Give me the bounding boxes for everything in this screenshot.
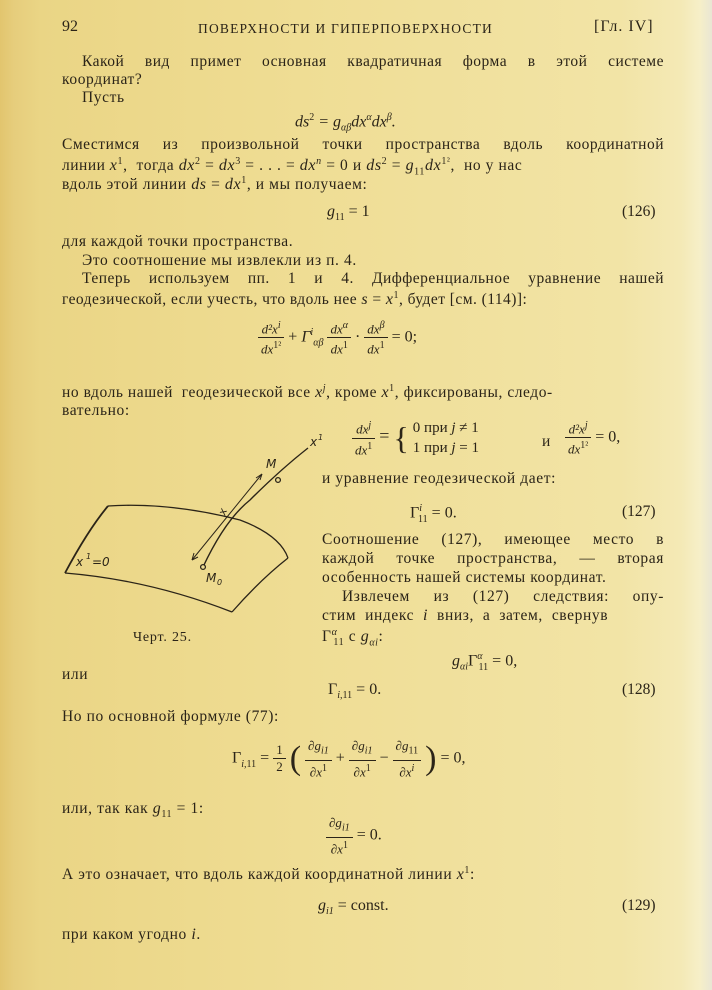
equation-geodesic: $\frac{d^2x^i}{dx^{1^2}}$ + $\Gamma^i_{\alpha\beta}$ $\frac{dx^\alpha}{dx^1}$ · $\frac{dx^\beta}{dx^1}$ = 0; (258, 318, 417, 358)
paragraph-line: $\Gamma^\alpha_{11}$ с $g_{\alpha i}$: (322, 627, 384, 649)
figure-25 (40, 420, 330, 650)
paragraph-line: особенность нашей системы координат. (322, 569, 607, 586)
equation-126: $g_{11} = 1$ (327, 203, 370, 224)
paragraph-line: геодезической, если учесть, что вдоль нее $s = x^1$, будет [см. (114)]: (62, 290, 528, 309)
chapter-label: [Гл. IV] (594, 18, 654, 35)
paragraph-line: стим индекс i вниз, а затем, свернув (322, 607, 609, 624)
equation-contraction: $g_{\alpha i}\Gamma^\alpha_{11} = 0$, (452, 651, 518, 673)
paragraph-line: Но по основной формуле (77): (62, 708, 279, 725)
paragraph-line: или, так как $g_{11} = 1$: (62, 800, 204, 821)
segment-label: x (215, 506, 231, 518)
equation-cases: $\frac{dx^j}{dx^1}$ = { 0 при j ≠ 1 1 при j = 1 (352, 418, 479, 458)
equation-number: (126) (622, 203, 656, 220)
paragraph-line: линии $x^1$, тогда $dx^2 = dx^3$ = . . . = $dx^n = 0$ и $ds^2 = g_{11}dx^{1^2}$, но у нас (62, 156, 523, 178)
paragraph-line: Пусть (82, 89, 125, 106)
paragraph-line: Это соотношение мы извлекли из п. 4. (82, 252, 357, 269)
paragraph-line: при каком угодно i. (62, 926, 201, 943)
figure-caption: Черт. 25. (133, 630, 192, 645)
paragraph-line: Теперь используем пп. 1 и 4. Дифференциальное уравнение нашей (82, 270, 664, 287)
paragraph-line: или (62, 666, 89, 683)
svg-text:0: 0 (217, 578, 223, 587)
paragraph-line: Извлечем из (127) следствия: опу- (342, 588, 664, 605)
paragraph-line: но вдоль нашей геодезической все $x^j$, кроме $x^1$, фиксированы, следо- (62, 383, 553, 402)
paragraph-line: вательно: (62, 402, 130, 419)
equation-number: (128) (622, 681, 656, 698)
paragraph-line: вдоль этой линии ds = $dx^1$, и мы получаем: (62, 175, 368, 194)
surface-label: x (76, 555, 84, 569)
paragraph-line: Соотношение (127), имеющее место в (322, 531, 664, 548)
equation-number: (129) (622, 897, 656, 914)
equation-128: $\Gamma_{i,11} = 0$. (328, 681, 382, 702)
svg-text:1: 1 (86, 552, 92, 561)
running-title: ПОВЕРХНОСТИ И ГИПЕРПОВЕРХНОСТИ (198, 21, 493, 36)
point-m0-label: M (206, 571, 217, 585)
equation-metric: $ds^2 = g_{\alpha\beta}dx^\alpha dx^\beta$. (295, 112, 396, 134)
svg-text:=0: =0 (92, 555, 110, 569)
paragraph-line: каждой точке пространства, — вторая (322, 550, 664, 567)
point-m-label: M (266, 457, 277, 471)
paragraph-line: координат? (62, 71, 143, 88)
equation-derivative: $\frac{\partial g_{i1}}{\partial x^1}$ = 0. (326, 815, 382, 857)
paragraph-line: Сместимся из произвольной точки пространства вдоль координатной (62, 136, 664, 153)
equation-christoffel: $\Gamma_{i,11}$ = $\frac{1}{2}$ ( $\frac{\partial g_{i1}}{\partial x^1}$ + $\frac{\partial g_{i1}}{\partial x^1}$ − $\frac{\partial g_{11}}{\partial x^i}$ ) = 0, (232, 738, 466, 779)
paragraph-line: Какой вид примет основная квадратичная форма в этой системе (82, 53, 664, 70)
paragraph-line: и уравнение геодезической дает: (322, 470, 557, 487)
equation-second-derivative: $\frac{d^2x^j}{dx^{1^2}}$ = 0, (565, 418, 620, 458)
svg-text:1: 1 (318, 433, 324, 442)
equation-number: (127) (622, 503, 656, 520)
paragraph-line: А это означает, что вдоль каждой координатной линии $x^1$: (62, 865, 475, 884)
paragraph-line: для каждой точки пространства. (62, 233, 294, 250)
equation-127: $\Gamma^i_{11} = 0$. (410, 503, 457, 525)
surface-diagram (40, 420, 330, 650)
conjunction: и (542, 433, 551, 450)
equation-129: $g_{i1}$ = const. (318, 897, 389, 918)
page-number: 92 (62, 18, 78, 35)
axis-label: x (310, 435, 318, 449)
